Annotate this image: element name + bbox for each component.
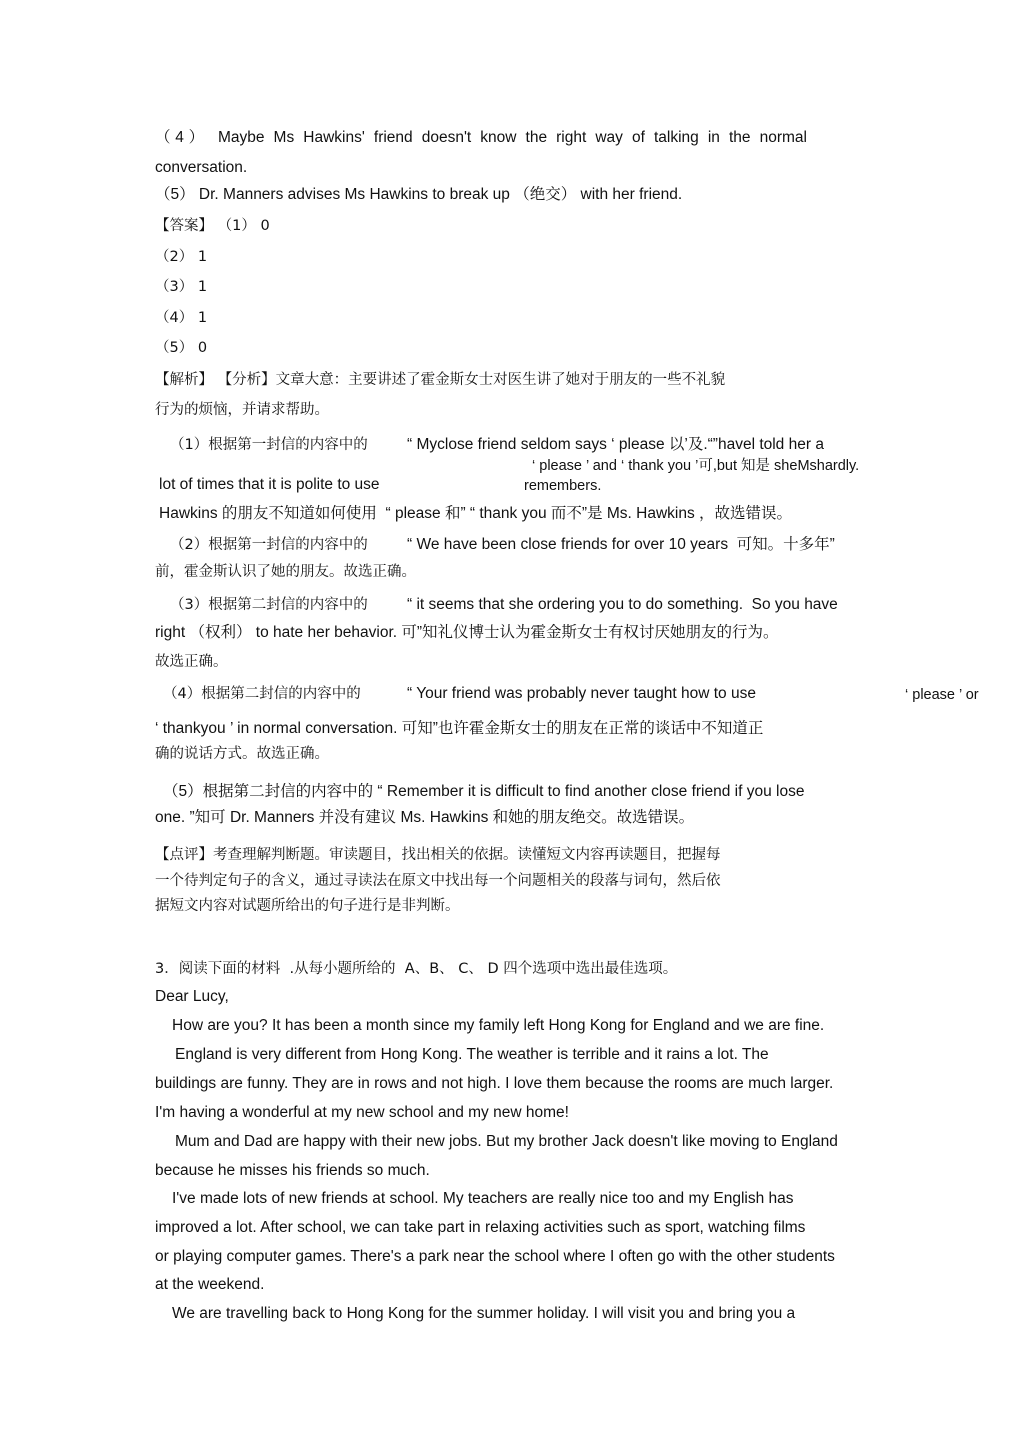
analysis-4-line2: ‘ thankyou ’ in normal conversation. 可知”也许霍金斯女士的朋友在正常的谈话中不知道正 [155,720,764,737]
analysis-4-quote: “ Your friend was probably never taught how to use [407,685,756,702]
letter-line: We are travelling back to Hong Kong for the summer holiday. I will visit you and bring you a [172,1305,796,1322]
comment-line3: 据短文内容对试题所给出的句子进行是非判断。 [155,898,460,914]
question-3-title: 3．阅读下面的材料 .从每小题所给的 A、B、 C、 D 四个选项中选出最佳选项。 [155,961,678,977]
analysis-1-polite: lot of times that it is polite to use [159,476,380,493]
analysis-1-intro: （1）根据第一封信的内容中的 [170,437,368,453]
analysis-4-conclusion: 确的说话方式。故选正确。 [155,746,329,762]
analysis-3-quote: “ it seems that she ordering you to do something. So you have [407,596,838,613]
letter-line: How are you? It has been a month since my family left Hong Kong for England and we are fine. [172,1017,825,1034]
answer-3: （3） 1 [155,279,208,295]
letter-line: because he misses his friends so much. [155,1162,430,1179]
analysis-5-line1: （5）根据第二封信的内容中的 “ Remember it is difficult to find another close friend if you lose [163,783,805,800]
analysis-4-intro: （4）根据第二封信的内容中的 [163,686,361,702]
statement-4-line2: conversation. [155,159,248,176]
analysis-1-quote: “ Myclose friend seldom says ‘ please 以’及.“”havel told her a [407,436,824,453]
analysis-1-conclusion: Hawkins 的朋友不知道如何使用 “ please 和” “ thank you 而不”是 Ms. Hawkins ，故选错误。 [159,505,793,522]
analysis-3-line2: right （权利） to hate her behavior. 可”知礼仪博士认为霍金斯女士有权讨厌她朋友的行为。 [155,624,779,641]
analysis-5-line2: one. ”知可 Dr. Manners 并没有建议 Ms. Hawkins 和她的朋友绝交。故选错误。 [155,809,695,826]
analysis-2-conclusion: 前，霍金斯认识了她的朋友。故选正确。 [155,564,416,580]
answer-header: 【答案】 （1） 0 [155,218,270,234]
analysis-header-line1: 【解析】 【分析】文章大意：主要讲述了霍金斯女士对医生讲了她对于朋友的一些不礼貌 [155,372,726,388]
letter-line: at the weekend. [155,1276,265,1293]
letter-line: England is very different from Hong Kong. The weather is terrible and it rains a lot. The [175,1046,769,1063]
analysis-header-line2: 行为的烦恼，并请求帮助。 [155,402,329,418]
comment-line2: 一个待判定句子的含义，通过寻读法在原文中找出每一个问题相关的段落与词句，然后依 [155,873,721,889]
statement-4-line1: （4） Maybe Ms Hawkins' friend doesn't know the right way of talking in the normal [155,129,807,146]
comment-line1: 【点评】考查理解判断题。审读题目，找出相关的依据。读懂短文内容再读题目，把握每 [155,847,721,863]
analysis-3-conclusion: 故选正确。 [155,654,228,670]
letter-line: I'm having a wonderful at my new school and my new home! [155,1104,569,1121]
answer-4: （4） 1 [155,310,208,326]
letter-line: or playing computer games. There's a park near the school where I often go with the other students [155,1248,835,1265]
letter-line: Mum and Dad are happy with their new jobs. But my brother Jack doesn't like moving to England [175,1133,838,1150]
analysis-2-intro: （2）根据第一封信的内容中的 [170,537,368,553]
letter-line: buildings are funny. They are in rows and not high. I love them because the rooms are much larger. [155,1075,834,1092]
letter-line: improved a lot. After school, we can take part in relaxing activities such as sport, watching films [155,1219,806,1236]
answer-5: （5） 0 [155,340,208,356]
letter-line: I've made lots of new friends at school. My teachers are really nice too and my English has [172,1190,794,1207]
analysis-2-quote: “ We have been close friends for over 10 years 可知。十多年” [407,536,835,553]
statement-5: （5） Dr. Manners advises Ms Hawkins to break up （绝交） with her friend. [155,186,683,203]
letter-salutation: Dear Lucy, [155,988,229,1005]
analysis-3-intro: （3）根据第二封信的内容中的 [170,597,368,613]
analysis-1-remembers: remembers. [524,478,602,494]
analysis-4-please: ‘ please ’ or [905,687,979,703]
analysis-1-words: ‘ please ’ and ‘ thank you ’可,but 知是 sheMshardly. [532,458,860,474]
answer-2: （2） 1 [155,249,208,265]
